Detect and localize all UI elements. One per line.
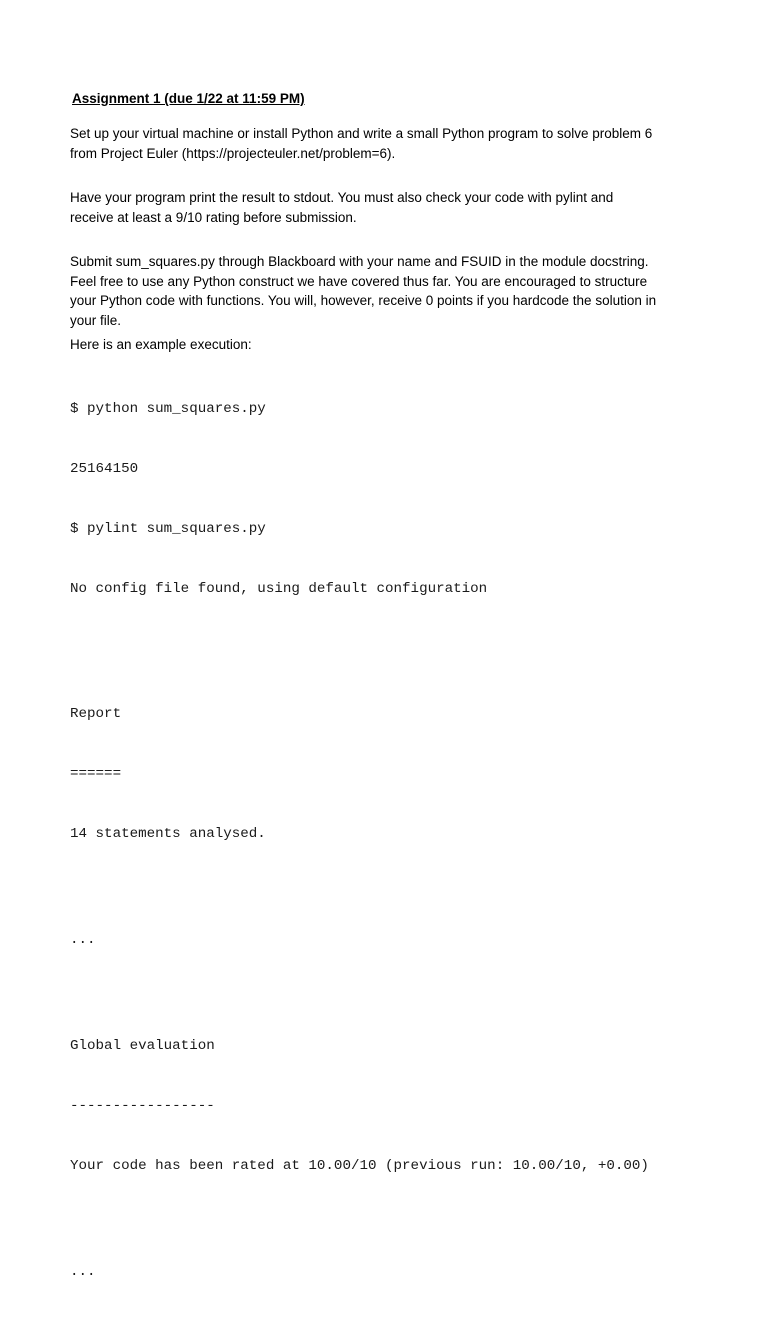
code-report-heading: Report	[70, 706, 122, 722]
code-report-underline: ======	[70, 766, 122, 782]
code-global-underline: -----------------	[70, 1098, 215, 1114]
code-rating-line: Your code has been rated at 10.00/10 (previous run: 10.00/10, +0.00)	[70, 1158, 649, 1174]
example-execution-code	[70, 359, 649, 1322]
instructions-paragraph-example-intro: Here is an example execution:	[70, 337, 252, 352]
instructions-paragraph-submission: Submit sum_squares.py through Blackboard with your name and FSUID in the module docstring. Feel free to use any Python construct we have covered thus far. You are encouraged to structure your Python code with functions. You will, however, receive 0 points if you hardcode the solution in your file.	[70, 254, 657, 328]
code-spacer	[70, 884, 649, 890]
code-global-heading: Global evaluation	[70, 1038, 215, 1054]
code-lint-command: $ pylint sum_squares.py	[70, 521, 266, 537]
code-ellipsis: ...	[70, 1264, 96, 1280]
code-run-command: $ python sum_squares.py	[70, 401, 266, 417]
code-spacer	[70, 639, 649, 664]
code-run-output: 25164150	[70, 461, 139, 477]
document-content	[70, 89, 700, 1280]
instructions-paragraph-setup: Set up your virtual machine or install Python and write a small Python program to solve problem 6 from Project Euler (https://projecteuler.net/problem=6).	[70, 126, 653, 161]
assignment-title: Assignment 1 (due 1/22 at 11:59 PM)	[72, 91, 305, 106]
instructions-paragraph-output: Have your program print the result to stdout. You must also check your code with pylint and receive at least a 9/10 rating before submission.	[70, 190, 614, 225]
code-ellipsis: ...	[70, 932, 96, 948]
code-spacer	[70, 990, 649, 996]
code-spacer	[70, 1216, 649, 1222]
code-lint-config-message: No config file found, using default configuration	[70, 581, 488, 597]
code-statements-line: 14 statements analysed.	[70, 826, 266, 842]
